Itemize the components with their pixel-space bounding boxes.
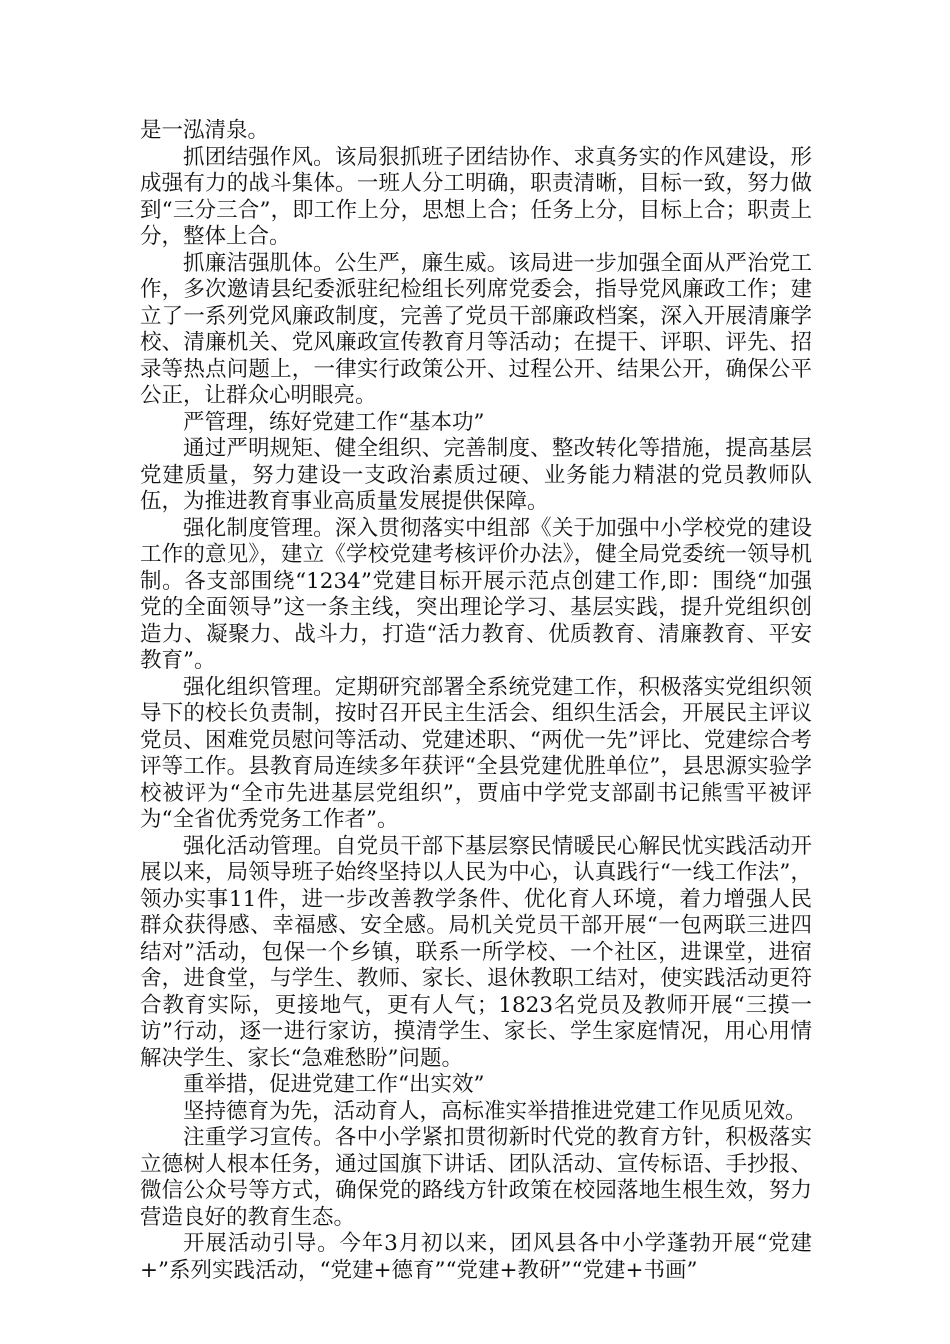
paragraph-measures-intro: 坚持德育为先，活动育人，高标准实举措推进党建工作见质见效。	[183, 1098, 807, 1124]
paragraph-continuation: 是一泓清泉。	[140, 118, 270, 143]
paragraph-activity-management: 强化活动管理。自党员干部下基层察民情暖民心解民忧实践活动开展以来，局领导班子始终坚持以人民为中心，认真践行“一线工作法”，领办实事11件，进一步改善教学条件、优化育人环境，着力增强人民群众获得感、幸福感、安全感。局机关党员干部开展“一包两联三进四结对”活动，包保一个乡镇，联系一所学校、一个社区，进课堂，进宿舍，进食堂，与学生、教师、家长、退休教职工结对，使实践活动更符合教育实际，更接地气，更有人气；1823名党员及教师开展“三摸一访”行动，逐一进行家访，摸清学生、家长、学生家庭情况，用心用情解决学生、家长“急难愁盼”问题。	[140, 833, 812, 1071]
paragraph-work-style: 抓团结强作风。该局狠抓班子团结协作、求真务实的作风建设，形成强有力的战斗集体。一班人分工明确，职责清晰，目标一致，努力做到“三分三合”，即工作上分，思想上合；任务上分，目标上合；职责上分，整体上合。	[140, 144, 812, 249]
paragraph-management-intro: 通过严明规矩、健全组织、完善制度、整改转化等措施，提高基层党建质量，努力建设一支政治素质过硬、业务能力精湛的党员教师队伍，为推进教育事业高质量发展提供保障。	[140, 436, 812, 514]
paragraph-activity-guidance: 开展活动引导。今年3月初以来，团风县各中小学蓬勃开展“党建+”系列实践活动，“党建+德育”“党建+教研”“党建+书画”	[140, 1231, 812, 1283]
paragraph-system-management: 强化制度管理。深入贯彻落实中组部《关于加强中小学校党的建设工作的意见》，建立《学校党建考核评价办法》，健全局党委统一领导机制。各支部围绕“1234”党建目标开展示范点创建工作,即：围绕“加强党的全面领导”这一条主线，突出理论学习、基层实践，提升党组织创造力、凝聚力、战斗力，打造“活力教育、优质教育、清廉教育、平安教育”。	[140, 515, 812, 673]
section-heading-measures: 重举措，促进党建工作“出实效”	[183, 1072, 485, 1097]
paragraph-integrity: 抓廉洁强肌体。公生严，廉生威。该局进一步加强全面从严治党工作，多次邀请县纪委派驻纪检组长列席党委会，指导党风廉政工作；建立了一系列党风廉政制度，完善了党员干部廉政档案，深入开展清廉学校、清廉机关、党风廉政宣传教育月等活动；在提干、评职、评先、招录等热点问题上，一律实行政策公开、过程公开、结果公开，确保公平公正，让群众心明眼亮。	[140, 250, 812, 408]
document-body	[140, 118, 812, 1284]
paragraph-study-publicity: 注重学习宣传。各中小学紧扣贯彻新时代党的教育方针，积极落实立德树人根本任务，通过国旗下讲话、团队活动、宣传标语、手抄报、微信公众号等方式，确保党的路线方针政策在校园落地生根生效，努力营造良好的教育生态。	[140, 1125, 812, 1230]
paragraph-organization-management: 强化组织管理。定期研究部署全系统党建工作，积极落实党组织领导下的校长负责制，按时召开民主生活会、组织生活会，开展民主评议党员、困难党员慰问等活动、党建述职、“两优一先”评比、党建综合考评等工作。县教育局连续多年获评“全县党建优胜单位”，县思源实验学校被评为“全市先进基层党组织”，贾庙中学党支部副书记熊雪平被评为“全省优秀党务工作者”。	[140, 674, 812, 832]
section-heading-management: 严管理，练好党建工作“基本功”	[183, 409, 485, 435]
